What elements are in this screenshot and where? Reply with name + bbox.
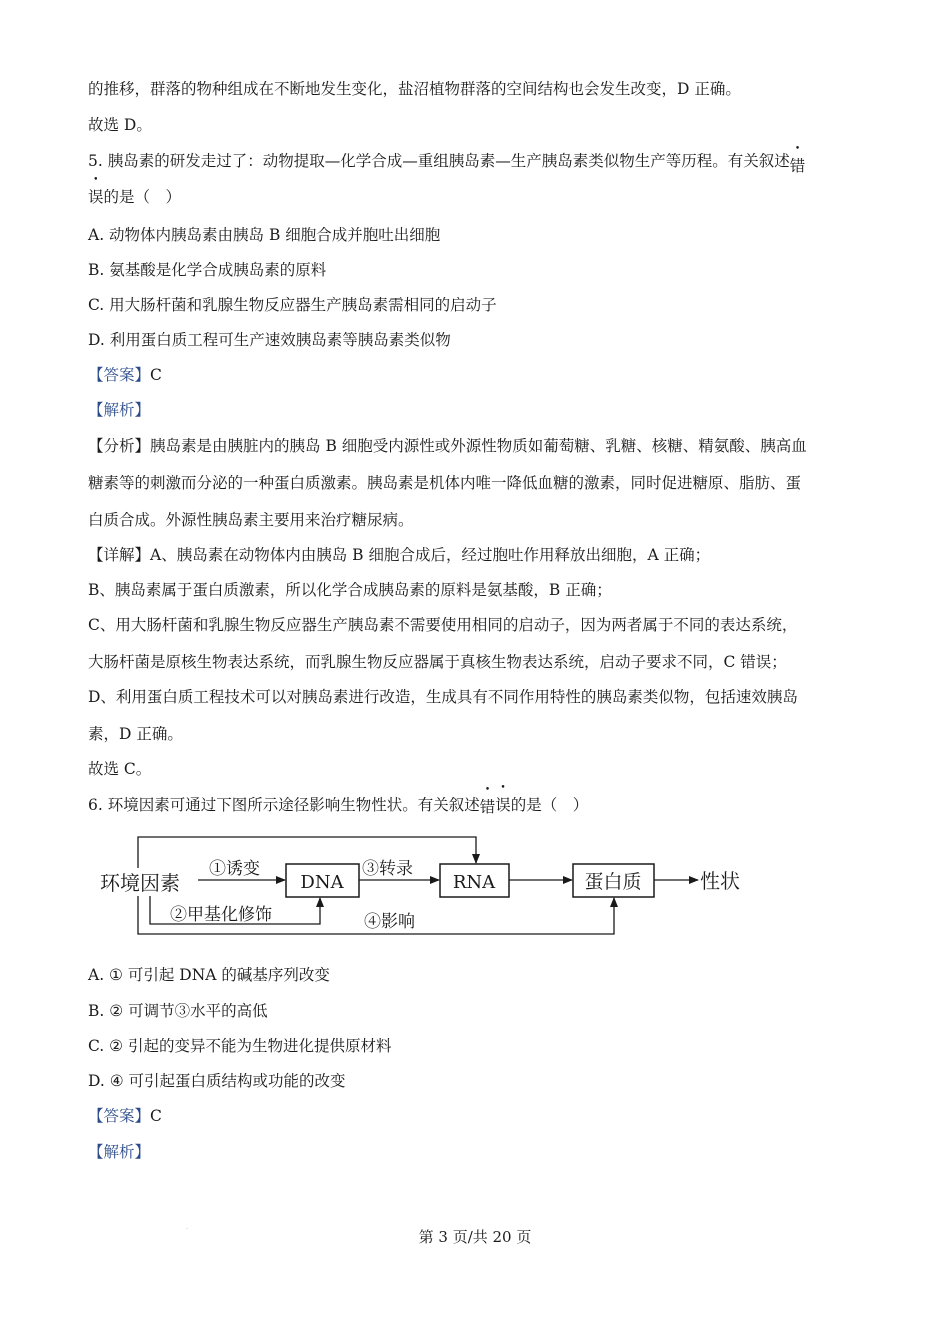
emphasis-char: 错 (479, 798, 496, 816)
pathway-diagram (95, 830, 795, 940)
stem-text: 的是（ ） (103, 188, 182, 206)
conclusion-line: 故选 C。 (88, 760, 152, 778)
analysis-tag: 【解析】 (88, 1143, 151, 1161)
emphasis-char: 错 (789, 157, 806, 175)
question-5-stem-cont (88, 187, 181, 207)
option-a: A. ① 可引起 DNA 的碱基序列改变 (88, 966, 330, 984)
analysis-text: 胰岛素是由胰脏内的胰岛 B 细胞受内源性或外源性物质如葡萄糖、乳糖、核糖、精氨酸、胰高血 (150, 437, 807, 455)
option-c: C. ② 引起的变异不能为生物进化提供原材料 (88, 1037, 392, 1055)
trait-label: 性状 (700, 869, 740, 893)
text-line: 故选 D。 (88, 116, 152, 134)
analysis-tag: 【解析】 (88, 401, 151, 419)
option-b: B. ② 可调节③水平的高低 (88, 1002, 268, 1020)
analysis-line: 白质合成。外源性胰岛素主要用来治疗糖尿病。 (88, 511, 414, 529)
answer-value: C (150, 366, 162, 384)
analysis-line (88, 436, 807, 456)
detail-line (88, 545, 710, 565)
emphasis-char: 误 (88, 188, 104, 206)
text-line: 的推移，群落的物种组成在不断地发生变化，盐沼植物群落的空间结构也会发生改变，D 正确。 (88, 80, 741, 98)
detail-line: B、胰岛素属于蛋白质激素，所以化学合成胰岛素的原料是氨基酸，B 正确； (88, 581, 612, 599)
stem-text: 5. 胰岛素的研发走过了：动物提取—化学合成—重组胰岛素—生产胰岛素类似物生产等历程。有关叙述 (88, 152, 790, 170)
stem-text: 6. 环境因素可通过下图所示途径影响生物性状。有关叙述 (88, 796, 480, 814)
detail-line: D、利用蛋白质工程技术可以对胰岛素进行改造，生成具有不同作用特性的胰岛素类似物，包括速效胰岛 (88, 688, 798, 706)
stem-text: 的是（ ） (510, 796, 589, 814)
rna-label: RNA (452, 872, 496, 893)
option-d: D. ④ 可引起蛋白质结构或功能的改变 (88, 1072, 346, 1090)
detail-text: A、胰岛素在动物体内由胰岛 B 细胞合成后，经过胞吐作用释放出细胞，A 正确； (150, 546, 711, 564)
step3-label: ③转录 (362, 859, 413, 879)
detail-line: 大肠杆菌是原核生物表达系统，而乳腺生物反应器属于真核生物表达系统，启动子要求不同，C 错误； (88, 653, 787, 671)
page-mark: · (186, 1226, 188, 1233)
protein-label: 蛋白质 (584, 871, 642, 893)
detail-tag: 【详解】 (88, 546, 151, 564)
option-d: D. 利用蛋白质工程可生产速效胰岛素等胰岛素类似物 (88, 331, 451, 349)
detail-line: 素，D 正确。 (88, 725, 183, 743)
question-6-stem (88, 795, 588, 815)
detail-line: C、用大肠杆菌和乳腺生物反应器生产胰岛素不需要使用相同的启动子，因为两者属于不同的表达系统， (88, 616, 798, 634)
question-5-stem (88, 151, 806, 175)
step2-label: ②甲基化修饰 (170, 905, 272, 925)
answer-line (88, 1106, 162, 1126)
page-footer: 第 3 页/共 20 页 (418, 1228, 532, 1246)
option-b: B. 氨基酸是化学合成胰岛素的原料 (88, 261, 327, 279)
answer-tag: 【答案】 (88, 1107, 151, 1125)
step4-label: ④影响 (364, 912, 415, 932)
dna-label: DNA (300, 872, 344, 893)
answer-tag: 【答案】 (88, 366, 151, 384)
option-c: C. 用大肠杆菌和乳腺生物反应器生产胰岛素需相同的启动子 (88, 296, 497, 314)
environment-label: 环境因素 (100, 871, 180, 895)
answer-line (88, 365, 162, 385)
emphasis-char: 误 (495, 796, 511, 814)
analysis-line: 糖素等的刺激而分泌的一种蛋白质激素。胰岛素是机体内唯一降低血糖的激素，同时促进糖原、脂肪、蛋 (88, 474, 802, 492)
analysis-tag: 【分析】 (88, 437, 151, 455)
answer-value: C (150, 1107, 162, 1125)
step1-label: ①诱变 (209, 859, 260, 879)
option-a: A. 动物体内胰岛素由胰岛 B 细胞合成并胞吐出细胞 (88, 226, 441, 244)
